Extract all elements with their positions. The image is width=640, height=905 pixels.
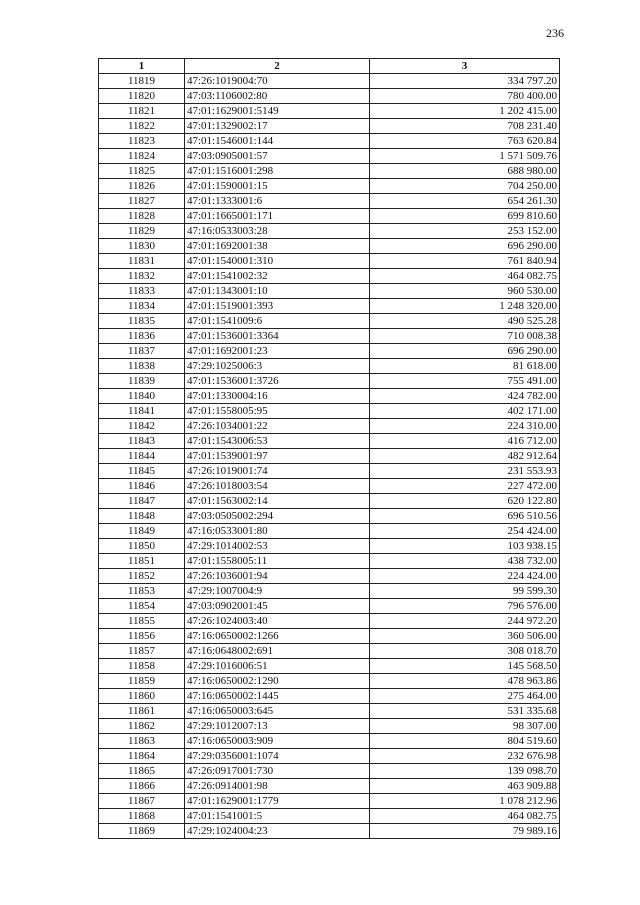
table-row (99, 644, 560, 659)
row-number-cell: 11860 (99, 689, 185, 704)
cadastral-number-cell: 47:29:1012007:13 (185, 719, 370, 734)
value-cell: 253 152.00 (370, 224, 560, 239)
value-cell: 464 082.75 (370, 809, 560, 824)
cadastral-number-cell: 47:01:1665001:171 (185, 209, 370, 224)
table-row (99, 464, 560, 479)
value-cell: 334 797.20 (370, 74, 560, 89)
cadastral-number-cell: 47:01:1329002:17 (185, 119, 370, 134)
table-row (99, 89, 560, 104)
row-number-cell: 11848 (99, 509, 185, 524)
row-number-cell: 11841 (99, 404, 185, 419)
row-number-cell: 11852 (99, 569, 185, 584)
value-cell: 1 078 212.96 (370, 794, 560, 809)
table-row (99, 689, 560, 704)
table-row (99, 569, 560, 584)
value-cell: 464 082.75 (370, 269, 560, 284)
cadastral-number-cell: 47:03:0902001:45 (185, 599, 370, 614)
table-row (99, 539, 560, 554)
table-row (99, 224, 560, 239)
cadastral-number-cell: 47:01:1692001:38 (185, 239, 370, 254)
cadastral-number-cell: 47:29:1016006:51 (185, 659, 370, 674)
column-header-2: 2 (185, 59, 370, 74)
row-number-cell: 11834 (99, 299, 185, 314)
table-row (99, 434, 560, 449)
value-cell: 244 972.20 (370, 614, 560, 629)
table-row (99, 764, 560, 779)
table-row (99, 584, 560, 599)
cadastral-number-cell: 47:01:1540001:310 (185, 254, 370, 269)
row-number-cell: 11821 (99, 104, 185, 119)
value-cell: 139 098.70 (370, 764, 560, 779)
row-number-cell: 11861 (99, 704, 185, 719)
cadastral-number-cell: 47:01:1546001:144 (185, 134, 370, 149)
row-number-cell: 11853 (99, 584, 185, 599)
cadastral-number-cell: 47:01:1536001:3364 (185, 329, 370, 344)
row-number-cell: 11827 (99, 194, 185, 209)
value-cell: 696 290.00 (370, 344, 560, 359)
row-number-cell: 11864 (99, 749, 185, 764)
row-number-cell: 11868 (99, 809, 185, 824)
value-cell: 710 008.38 (370, 329, 560, 344)
cadastral-number-cell: 47:01:1516001:298 (185, 164, 370, 179)
value-cell: 490 525.28 (370, 314, 560, 329)
table-row (99, 149, 560, 164)
table-row (99, 194, 560, 209)
value-cell: 224 424.00 (370, 569, 560, 584)
table-row (99, 719, 560, 734)
table-row (99, 359, 560, 374)
value-cell: 99 599.30 (370, 584, 560, 599)
value-cell: 1 248 320.00 (370, 299, 560, 314)
value-cell: 402 171.00 (370, 404, 560, 419)
table-row (99, 674, 560, 689)
value-cell: 308 018.70 (370, 644, 560, 659)
cadastral-number-cell: 47:03:0505002:294 (185, 509, 370, 524)
table-row (99, 629, 560, 644)
table-row (99, 164, 560, 179)
value-cell: 79 989.16 (370, 824, 560, 839)
row-number-cell: 11833 (99, 284, 185, 299)
cadastral-number-cell: 47:16:0650002:1445 (185, 689, 370, 704)
table-row (99, 779, 560, 794)
cadastral-number-cell: 47:26:1019001:74 (185, 464, 370, 479)
row-number-cell: 11830 (99, 239, 185, 254)
cadastral-number-cell: 47:29:0356001:1074 (185, 749, 370, 764)
table-row (99, 389, 560, 404)
row-number-cell: 11855 (99, 614, 185, 629)
value-cell: 81 618.00 (370, 359, 560, 374)
cadastral-number-cell: 47:01:1536001:3726 (185, 374, 370, 389)
value-cell: 463 909.88 (370, 779, 560, 794)
value-cell: 761 840.94 (370, 254, 560, 269)
cadastral-number-cell: 47:01:1590001:15 (185, 179, 370, 194)
cadastral-number-cell: 47:26:0917001:730 (185, 764, 370, 779)
cadastral-number-cell: 47:16:0533001:80 (185, 524, 370, 539)
table-row (99, 404, 560, 419)
table-row (99, 179, 560, 194)
row-number-cell: 11859 (99, 674, 185, 689)
value-cell: 145 568.50 (370, 659, 560, 674)
table-row (99, 704, 560, 719)
row-number-cell: 11851 (99, 554, 185, 569)
table-row (99, 554, 560, 569)
cadastral-number-cell: 47:26:1036001:94 (185, 569, 370, 584)
value-cell: 696 510.56 (370, 509, 560, 524)
row-number-cell: 11836 (99, 329, 185, 344)
column-header-3: 3 (370, 59, 560, 74)
row-number-cell: 11831 (99, 254, 185, 269)
table-row (99, 269, 560, 284)
row-number-cell: 11838 (99, 359, 185, 374)
row-number-cell: 11824 (99, 149, 185, 164)
cadastral-number-cell: 47:01:1558005:95 (185, 404, 370, 419)
cadastral-number-cell: 47:01:1519001:393 (185, 299, 370, 314)
row-number-cell: 11846 (99, 479, 185, 494)
row-number-cell: 11826 (99, 179, 185, 194)
cadastral-number-cell: 47:16:0650002:1266 (185, 629, 370, 644)
cadastral-number-cell: 47:29:1007004:9 (185, 584, 370, 599)
row-number-cell: 11863 (99, 734, 185, 749)
table-row (99, 74, 560, 89)
cadastral-number-cell: 47:16:0650002:1290 (185, 674, 370, 689)
cadastral-number-cell: 47:01:1539001:97 (185, 449, 370, 464)
row-number-cell: 11820 (99, 89, 185, 104)
row-number-cell: 11858 (99, 659, 185, 674)
table-row (99, 809, 560, 824)
table-row (99, 749, 560, 764)
row-number-cell: 11832 (99, 269, 185, 284)
value-cell: 224 310.00 (370, 419, 560, 434)
row-number-cell: 11844 (99, 449, 185, 464)
cadastral-number-cell: 47:01:1558005:11 (185, 554, 370, 569)
table-row (99, 449, 560, 464)
cadastral-number-cell: 47:16:0650003:909 (185, 734, 370, 749)
row-number-cell: 11840 (99, 389, 185, 404)
table-row (99, 794, 560, 809)
table-row (99, 284, 560, 299)
table-row (99, 299, 560, 314)
column-header-1: 1 (99, 59, 185, 74)
value-cell: 780 400.00 (370, 89, 560, 104)
row-number-cell: 11866 (99, 779, 185, 794)
cadastral-number-cell: 47:16:0648002:691 (185, 644, 370, 659)
table-row (99, 134, 560, 149)
value-cell: 531 335.68 (370, 704, 560, 719)
row-number-cell: 11842 (99, 419, 185, 434)
value-cell: 755 491.00 (370, 374, 560, 389)
table-header-row (99, 59, 560, 74)
cadastral-number-cell: 47:01:1692001:23 (185, 344, 370, 359)
table-row (99, 329, 560, 344)
row-number-cell: 11845 (99, 464, 185, 479)
table-row (99, 374, 560, 389)
value-cell: 804 519.60 (370, 734, 560, 749)
row-number-cell: 11850 (99, 539, 185, 554)
value-cell: 103 938.15 (370, 539, 560, 554)
table-body (99, 74, 560, 839)
value-cell: 482 912.64 (370, 449, 560, 464)
table-row (99, 479, 560, 494)
table-row (99, 599, 560, 614)
cadastral-number-cell: 47:01:1541001:5 (185, 809, 370, 824)
row-number-cell: 11822 (99, 119, 185, 134)
row-number-cell: 11823 (99, 134, 185, 149)
row-number-cell: 11849 (99, 524, 185, 539)
registry-table (98, 58, 560, 839)
value-cell: 438 732.00 (370, 554, 560, 569)
cadastral-number-cell: 47:01:1333001:6 (185, 194, 370, 209)
table-row (99, 734, 560, 749)
row-number-cell: 11857 (99, 644, 185, 659)
value-cell: 763 620.84 (370, 134, 560, 149)
table-row (99, 344, 560, 359)
cadastral-number-cell: 47:26:1019004:70 (185, 74, 370, 89)
value-cell: 98 307.00 (370, 719, 560, 734)
cadastral-number-cell: 47:01:1330004:16 (185, 389, 370, 404)
value-cell: 654 261.30 (370, 194, 560, 209)
table-row (99, 239, 560, 254)
table-row (99, 509, 560, 524)
cadastral-number-cell: 47:01:1541009:6 (185, 314, 370, 329)
row-number-cell: 11839 (99, 374, 185, 389)
value-cell: 424 782.00 (370, 389, 560, 404)
value-cell: 254 424.00 (370, 524, 560, 539)
value-cell: 227 472.00 (370, 479, 560, 494)
row-number-cell: 11867 (99, 794, 185, 809)
value-cell: 231 553.93 (370, 464, 560, 479)
row-number-cell: 11843 (99, 434, 185, 449)
table-row (99, 524, 560, 539)
page-number: 236 (546, 26, 564, 40)
table-row (99, 659, 560, 674)
row-number-cell: 11837 (99, 344, 185, 359)
cadastral-number-cell: 47:29:1025006:3 (185, 359, 370, 374)
cadastral-number-cell: 47:26:1034001:22 (185, 419, 370, 434)
cadastral-number-cell: 47:16:0533003:28 (185, 224, 370, 239)
table-row (99, 314, 560, 329)
cadastral-number-cell: 47:26:1018003:54 (185, 479, 370, 494)
value-cell: 696 290.00 (370, 239, 560, 254)
value-cell: 1 571 509.76 (370, 149, 560, 164)
cadastral-number-cell: 47:03:0905001:57 (185, 149, 370, 164)
value-cell: 708 231.40 (370, 119, 560, 134)
cadastral-number-cell: 47:29:1024004:23 (185, 824, 370, 839)
row-number-cell: 11825 (99, 164, 185, 179)
cadastral-number-cell: 47:01:1629001:5149 (185, 104, 370, 119)
table-row (99, 824, 560, 839)
table-row (99, 254, 560, 269)
cadastral-number-cell: 47:26:1024003:40 (185, 614, 370, 629)
row-number-cell: 11835 (99, 314, 185, 329)
cadastral-number-cell: 47:26:0914001:98 (185, 779, 370, 794)
cadastral-number-cell: 47:03:1106002:80 (185, 89, 370, 104)
row-number-cell: 11862 (99, 719, 185, 734)
row-number-cell: 11854 (99, 599, 185, 614)
row-number-cell: 11869 (99, 824, 185, 839)
table-row (99, 614, 560, 629)
cadastral-number-cell: 47:29:1014002:53 (185, 539, 370, 554)
value-cell: 699 810.60 (370, 209, 560, 224)
row-number-cell: 11865 (99, 764, 185, 779)
value-cell: 796 576.00 (370, 599, 560, 614)
value-cell: 620 122.80 (370, 494, 560, 509)
cadastral-number-cell: 47:01:1343001:10 (185, 284, 370, 299)
cadastral-number-cell: 47:01:1541002:32 (185, 269, 370, 284)
value-cell: 478 963.86 (370, 674, 560, 689)
table-row (99, 494, 560, 509)
cadastral-number-cell: 47:16:0650003:645 (185, 704, 370, 719)
cadastral-number-cell: 47:01:1543006:53 (185, 434, 370, 449)
table-row (99, 104, 560, 119)
table-row (99, 119, 560, 134)
value-cell: 960 530.00 (370, 284, 560, 299)
value-cell: 275 464.00 (370, 689, 560, 704)
row-number-cell: 11856 (99, 629, 185, 644)
row-number-cell: 11828 (99, 209, 185, 224)
row-number-cell: 11829 (99, 224, 185, 239)
value-cell: 704 250.00 (370, 179, 560, 194)
value-cell: 688 980.00 (370, 164, 560, 179)
table-row (99, 209, 560, 224)
value-cell: 360 506.00 (370, 629, 560, 644)
value-cell: 1 202 415.00 (370, 104, 560, 119)
row-number-cell: 11819 (99, 74, 185, 89)
row-number-cell: 11847 (99, 494, 185, 509)
value-cell: 232 676.98 (370, 749, 560, 764)
cadastral-number-cell: 47:01:1563002:14 (185, 494, 370, 509)
value-cell: 416 712.00 (370, 434, 560, 449)
cadastral-number-cell: 47:01:1629001:1779 (185, 794, 370, 809)
table-row (99, 419, 560, 434)
